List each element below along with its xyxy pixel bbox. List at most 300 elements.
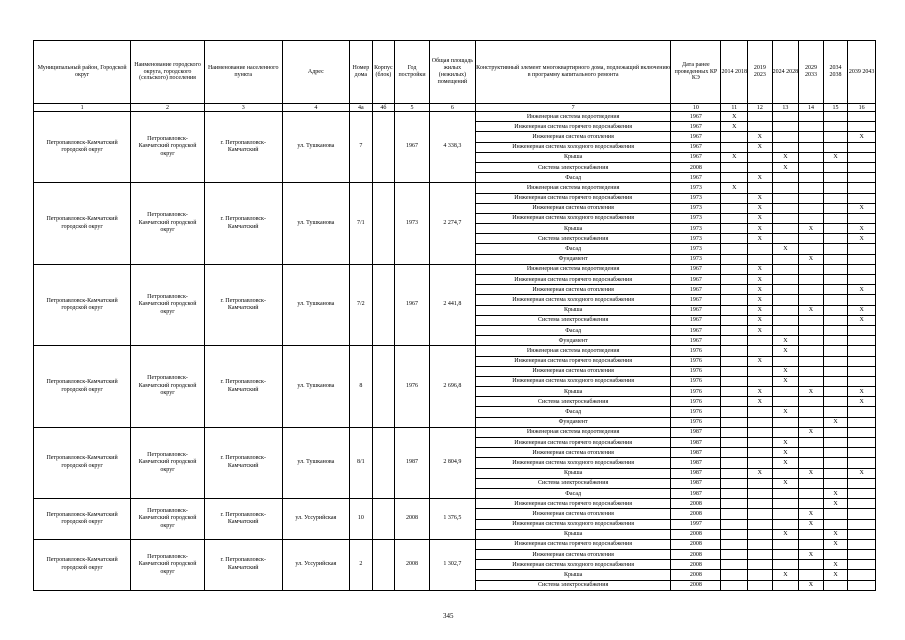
settlement-cell: Петропавловск-Камчатский городской округ (131, 264, 205, 346)
area-cell: 2 804,9 (429, 427, 475, 498)
district-cell: Петропавловск-Камчатский городской округ (34, 264, 131, 346)
period-mark-cell: X (748, 142, 773, 152)
program-table-sheet (33, 40, 876, 591)
build-year-cell: 1967 (395, 264, 430, 346)
prior-repair-date-cell: 1976 (671, 376, 721, 386)
element-cell: Фасад (475, 407, 670, 417)
period-mark-cell (799, 397, 824, 407)
prior-repair-date-cell: 1973 (671, 213, 721, 223)
period-mark-cell (823, 315, 848, 325)
column-number: 12 (748, 104, 773, 112)
period-mark-cell (772, 203, 799, 213)
period-mark-cell (799, 244, 824, 254)
period-mark-cell: X (748, 468, 773, 478)
period-mark-cell (748, 407, 773, 417)
period-mark-cell (823, 458, 848, 468)
table-row (34, 499, 876, 509)
period-mark-cell: X (848, 305, 876, 315)
period-mark-cell (848, 407, 876, 417)
period-mark-cell (799, 366, 824, 376)
prior-repair-date-cell: 2008 (671, 570, 721, 580)
period-mark-cell (721, 539, 748, 549)
column-header: Корпус (блок) (372, 41, 395, 104)
period-mark-cell: X (748, 193, 773, 203)
house-number-cell: 7 (350, 112, 373, 183)
prior-repair-date-cell: 2008 (671, 499, 721, 509)
building-cell (372, 183, 395, 265)
element-cell: Фасад (475, 244, 670, 254)
period-mark-cell (721, 519, 748, 529)
period-mark-cell: X (721, 152, 748, 162)
period-mark-cell (721, 132, 748, 142)
period-mark-cell (748, 529, 773, 539)
element-cell: Инженерная система холодного водоснабжения (475, 519, 670, 529)
period-mark-cell (748, 112, 773, 122)
element-cell: Система электроснабжения (475, 580, 670, 590)
build-year-cell: 1967 (395, 112, 430, 183)
build-year-cell: 1973 (395, 183, 430, 265)
period-mark-cell: X (823, 560, 848, 570)
period-mark-cell (823, 376, 848, 386)
period-mark-cell (772, 254, 799, 264)
period-mark-cell (823, 224, 848, 234)
column-number: 2 (131, 104, 205, 112)
period-mark-cell: X (772, 407, 799, 417)
column-header: Год постройки (395, 41, 430, 104)
period-mark-cell (799, 407, 824, 417)
period-mark-cell (799, 122, 824, 132)
period-mark-cell (823, 254, 848, 264)
period-mark-cell (721, 509, 748, 519)
table-row (34, 427, 876, 437)
table-row (34, 183, 876, 193)
locality-cell: г. Петропавловск-Камчатский (204, 499, 282, 540)
column-header: 2014 2018 (721, 41, 748, 104)
period-mark-cell: X (799, 305, 824, 315)
period-mark-cell (799, 458, 824, 468)
period-mark-cell (848, 325, 876, 335)
period-mark-cell (748, 376, 773, 386)
period-mark-cell (799, 448, 824, 458)
area-cell: 2 441,8 (429, 264, 475, 346)
period-mark-cell (799, 560, 824, 570)
element-cell: Инженерная система холодного водоснабжения (475, 142, 670, 152)
element-cell: Крыша (475, 570, 670, 580)
element-cell: Крыша (475, 224, 670, 234)
period-mark-cell (721, 305, 748, 315)
period-mark-cell (772, 132, 799, 142)
prior-repair-date-cell: 1987 (671, 488, 721, 498)
period-mark-cell: X (772, 376, 799, 386)
period-mark-cell (848, 417, 876, 427)
period-mark-cell (772, 295, 799, 305)
element-cell: Фундамент (475, 417, 670, 427)
period-mark-cell (721, 458, 748, 468)
settlement-cell: Петропавловск-Камчатский городской округ (131, 183, 205, 265)
period-mark-cell (848, 275, 876, 285)
period-mark-cell: X (848, 315, 876, 325)
period-mark-cell: X (823, 570, 848, 580)
element-cell: Инженерная система отопления (475, 509, 670, 519)
period-mark-cell (823, 509, 848, 519)
column-number: 4 (282, 104, 350, 112)
period-mark-cell (823, 427, 848, 437)
period-mark-cell (823, 132, 848, 142)
element-cell: Инженерная система горячего водоснабжения (475, 356, 670, 366)
period-mark-cell: X (721, 122, 748, 132)
settlement-cell: Петропавловск-Камчатский городской округ (131, 346, 205, 428)
period-mark-cell: X (772, 438, 799, 448)
period-mark-cell: X (748, 275, 773, 285)
period-mark-cell (823, 580, 848, 590)
element-cell: Фасад (475, 488, 670, 498)
prior-repair-date-cell: 1987 (671, 438, 721, 448)
period-mark-cell (848, 162, 876, 172)
period-mark-cell: X (823, 152, 848, 162)
column-header: Общая площадь жилых (нежилых) помещений (429, 41, 475, 104)
table-body (34, 112, 876, 591)
period-mark-cell (823, 162, 848, 172)
address-cell: ул. Уссурийская (282, 539, 350, 590)
element-cell: Система электроснабжения (475, 478, 670, 488)
period-mark-cell (799, 478, 824, 488)
house-number-cell: 7/2 (350, 264, 373, 346)
period-mark-cell (721, 529, 748, 539)
period-mark-cell (848, 183, 876, 193)
element-cell: Инженерная система горячего водоснабжения (475, 193, 670, 203)
period-mark-cell (748, 458, 773, 468)
period-mark-cell (848, 193, 876, 203)
period-mark-cell: X (799, 254, 824, 264)
period-mark-cell: X (772, 529, 799, 539)
period-mark-cell (748, 580, 773, 590)
period-mark-cell (721, 356, 748, 366)
period-mark-cell: X (799, 224, 824, 234)
period-mark-cell (823, 519, 848, 529)
prior-repair-date-cell: 1967 (671, 275, 721, 285)
period-mark-cell (772, 468, 799, 478)
table-row (34, 112, 876, 122)
period-mark-cell (721, 438, 748, 448)
period-mark-cell (799, 417, 824, 427)
period-mark-cell (823, 122, 848, 132)
period-mark-cell (721, 448, 748, 458)
prior-repair-date-cell: 1967 (671, 336, 721, 346)
period-mark-cell: X (748, 213, 773, 223)
period-mark-cell: X (748, 173, 773, 183)
element-cell: Инженерная система холодного водоснабжения (475, 560, 670, 570)
prior-repair-date-cell: 1976 (671, 407, 721, 417)
district-cell: Петропавловск-Камчатский городской округ (34, 112, 131, 183)
period-mark-cell (848, 142, 876, 152)
period-mark-cell (848, 509, 876, 519)
period-mark-cell (823, 285, 848, 295)
period-mark-cell (772, 213, 799, 223)
column-header: Муниципальный район, Городской округ (34, 41, 131, 104)
period-mark-cell (823, 234, 848, 244)
period-mark-cell (823, 397, 848, 407)
period-mark-cell (848, 448, 876, 458)
house-number-cell: 7/1 (350, 183, 373, 265)
element-cell: Крыша (475, 152, 670, 162)
build-year-cell: 1987 (395, 427, 430, 498)
locality-cell: г. Петропавловск-Камчатский (204, 427, 282, 498)
period-mark-cell (772, 397, 799, 407)
period-mark-cell (799, 336, 824, 346)
element-cell: Инженерная система горячего водоснабжения (475, 438, 670, 448)
element-cell: Система электроснабжения (475, 162, 670, 172)
prior-repair-date-cell: 2008 (671, 529, 721, 539)
period-mark-cell (848, 570, 876, 580)
element-cell: Инженерная система водоотведения (475, 112, 670, 122)
column-number: 4б (372, 104, 395, 112)
period-mark-cell (748, 519, 773, 529)
period-mark-cell (748, 366, 773, 376)
period-mark-cell (848, 213, 876, 223)
period-mark-cell: X (848, 285, 876, 295)
period-mark-cell (848, 336, 876, 346)
period-mark-cell (799, 234, 824, 244)
period-mark-cell: X (748, 305, 773, 315)
prior-repair-date-cell: 1973 (671, 224, 721, 234)
building-cell (372, 499, 395, 540)
element-cell: Фундамент (475, 254, 670, 264)
address-cell: ул. Тушканова (282, 346, 350, 428)
period-mark-cell (799, 112, 824, 122)
period-mark-cell (721, 580, 748, 590)
prior-repair-date-cell: 1997 (671, 519, 721, 529)
period-mark-cell (823, 448, 848, 458)
period-mark-cell: X (823, 417, 848, 427)
period-mark-cell (772, 193, 799, 203)
period-mark-cell (772, 275, 799, 285)
period-mark-cell: X (748, 203, 773, 213)
period-mark-cell (848, 438, 876, 448)
page-number: 345 (443, 612, 454, 620)
period-mark-cell (772, 417, 799, 427)
period-mark-cell (823, 142, 848, 152)
area-cell: 1 302,7 (429, 539, 475, 590)
period-mark-cell (772, 234, 799, 244)
period-mark-cell (799, 285, 824, 295)
prior-repair-date-cell: 1973 (671, 193, 721, 203)
period-mark-cell: X (748, 356, 773, 366)
period-mark-cell: X (748, 285, 773, 295)
column-number: 14 (799, 104, 824, 112)
prior-repair-date-cell: 1967 (671, 132, 721, 142)
table-row (34, 264, 876, 274)
period-mark-cell (848, 458, 876, 468)
period-mark-cell (799, 295, 824, 305)
address-cell: ул. Тушканова (282, 427, 350, 498)
period-mark-cell (823, 173, 848, 183)
prior-repair-date-cell: 1976 (671, 387, 721, 397)
period-mark-cell (748, 122, 773, 132)
element-cell: Инженерная система горячего водоснабжения (475, 122, 670, 132)
period-mark-cell: X (772, 244, 799, 254)
period-mark-cell: X (799, 509, 824, 519)
area-cell: 2 696,8 (429, 346, 475, 428)
period-mark-cell (848, 550, 876, 560)
prior-repair-date-cell: 1987 (671, 458, 721, 468)
period-mark-cell (823, 213, 848, 223)
period-mark-cell (772, 122, 799, 132)
period-mark-cell (848, 356, 876, 366)
period-mark-cell (799, 162, 824, 172)
period-mark-cell (721, 560, 748, 570)
header-row (34, 41, 876, 104)
period-mark-cell (772, 387, 799, 397)
period-mark-cell (721, 336, 748, 346)
prior-repair-date-cell: 1967 (671, 142, 721, 152)
prior-repair-date-cell: 1973 (671, 254, 721, 264)
prior-repair-date-cell: 1976 (671, 356, 721, 366)
settlement-cell: Петропавловск-Камчатский городской округ (131, 499, 205, 540)
period-mark-cell (848, 112, 876, 122)
period-mark-cell (823, 478, 848, 488)
period-mark-cell (799, 356, 824, 366)
prior-repair-date-cell: 1987 (671, 448, 721, 458)
period-mark-cell (721, 193, 748, 203)
address-cell: ул. Тушканова (282, 264, 350, 346)
period-mark-cell: X (799, 550, 824, 560)
period-mark-cell (848, 488, 876, 498)
period-mark-cell (799, 315, 824, 325)
period-mark-cell (848, 580, 876, 590)
building-cell (372, 112, 395, 183)
address-cell: ул. Тушканова (282, 112, 350, 183)
column-number: 10 (671, 104, 721, 112)
period-mark-cell (772, 142, 799, 152)
period-mark-cell (721, 387, 748, 397)
period-mark-cell (823, 203, 848, 213)
period-mark-cell (799, 275, 824, 285)
period-mark-cell (721, 346, 748, 356)
capital-repair-table (33, 40, 876, 591)
period-mark-cell (823, 438, 848, 448)
building-cell (372, 264, 395, 346)
period-mark-cell (823, 336, 848, 346)
period-mark-cell (848, 539, 876, 549)
period-mark-cell: X (748, 224, 773, 234)
column-number: 4а (350, 104, 373, 112)
period-mark-cell (721, 376, 748, 386)
district-cell: Петропавловск-Камчатский городской округ (34, 539, 131, 590)
period-mark-cell (799, 264, 824, 274)
period-mark-cell (748, 417, 773, 427)
period-mark-cell (848, 173, 876, 183)
period-mark-cell (721, 244, 748, 254)
period-mark-cell (848, 122, 876, 132)
house-number-cell: 8 (350, 346, 373, 428)
prior-repair-date-cell: 2008 (671, 539, 721, 549)
column-number: 1 (34, 104, 131, 112)
period-mark-cell (823, 387, 848, 397)
period-mark-cell (799, 539, 824, 549)
period-mark-cell (823, 356, 848, 366)
period-mark-cell (721, 550, 748, 560)
district-cell: Петропавловск-Камчатский городской округ (34, 183, 131, 265)
element-cell: Инженерная система отопления (475, 132, 670, 142)
element-cell: Фасад (475, 325, 670, 335)
period-mark-cell (721, 407, 748, 417)
prior-repair-date-cell: 1967 (671, 264, 721, 274)
period-mark-cell: X (772, 152, 799, 162)
prior-repair-date-cell: 1987 (671, 427, 721, 437)
period-mark-cell: X (748, 295, 773, 305)
period-mark-cell (823, 295, 848, 305)
period-mark-cell (848, 254, 876, 264)
prior-repair-date-cell: 2008 (671, 550, 721, 560)
building-cell (372, 539, 395, 590)
element-cell: Крыша (475, 305, 670, 315)
prior-repair-date-cell: 1976 (671, 417, 721, 427)
period-mark-cell (772, 560, 799, 570)
element-cell: Инженерная система холодного водоснабжения (475, 376, 670, 386)
house-number-cell: 8/1 (350, 427, 373, 498)
period-mark-cell (799, 193, 824, 203)
period-mark-cell (799, 438, 824, 448)
period-mark-cell (823, 468, 848, 478)
element-cell: Инженерная система водоотведения (475, 183, 670, 193)
prior-repair-date-cell: 2008 (671, 162, 721, 172)
address-cell: ул. Тушканова (282, 183, 350, 265)
element-cell: Система электроснабжения (475, 234, 670, 244)
element-cell: Инженерная система горячего водоснабжения (475, 275, 670, 285)
period-mark-cell (772, 183, 799, 193)
table-row (34, 539, 876, 549)
prior-repair-date-cell: 2008 (671, 509, 721, 519)
period-mark-cell (748, 162, 773, 172)
element-cell: Фундамент (475, 336, 670, 346)
period-mark-cell (772, 509, 799, 519)
build-year-cell: 2008 (395, 499, 430, 540)
period-mark-cell (848, 376, 876, 386)
column-header: 2019 2023 (748, 41, 773, 104)
period-mark-cell (748, 499, 773, 509)
period-mark-cell (848, 244, 876, 254)
period-mark-cell (772, 315, 799, 325)
building-cell (372, 427, 395, 498)
period-mark-cell (721, 254, 748, 264)
period-mark-cell (823, 325, 848, 335)
prior-repair-date-cell: 1967 (671, 112, 721, 122)
column-number: 13 (772, 104, 799, 112)
period-mark-cell (772, 488, 799, 498)
period-mark-cell (721, 224, 748, 234)
prior-repair-date-cell: 1976 (671, 346, 721, 356)
period-mark-cell (772, 356, 799, 366)
period-mark-cell (721, 213, 748, 223)
period-mark-cell: X (721, 183, 748, 193)
period-mark-cell (823, 366, 848, 376)
period-mark-cell (799, 570, 824, 580)
element-cell: Крыша (475, 387, 670, 397)
period-mark-cell: X (748, 132, 773, 142)
period-mark-cell: X (772, 162, 799, 172)
prior-repair-date-cell: 1973 (671, 183, 721, 193)
period-mark-cell (848, 264, 876, 274)
period-mark-cell (823, 244, 848, 254)
prior-repair-date-cell: 1976 (671, 366, 721, 376)
column-header: Наименование городского округа, городского (сельского) поселения (131, 41, 205, 104)
period-mark-cell (772, 264, 799, 274)
locality-cell: г. Петропавловск-Камчатский (204, 112, 282, 183)
locality-cell: г. Петропавловск-Камчатский (204, 346, 282, 428)
period-mark-cell (848, 499, 876, 509)
column-number: 6 (429, 104, 475, 112)
prior-repair-date-cell: 1967 (671, 315, 721, 325)
